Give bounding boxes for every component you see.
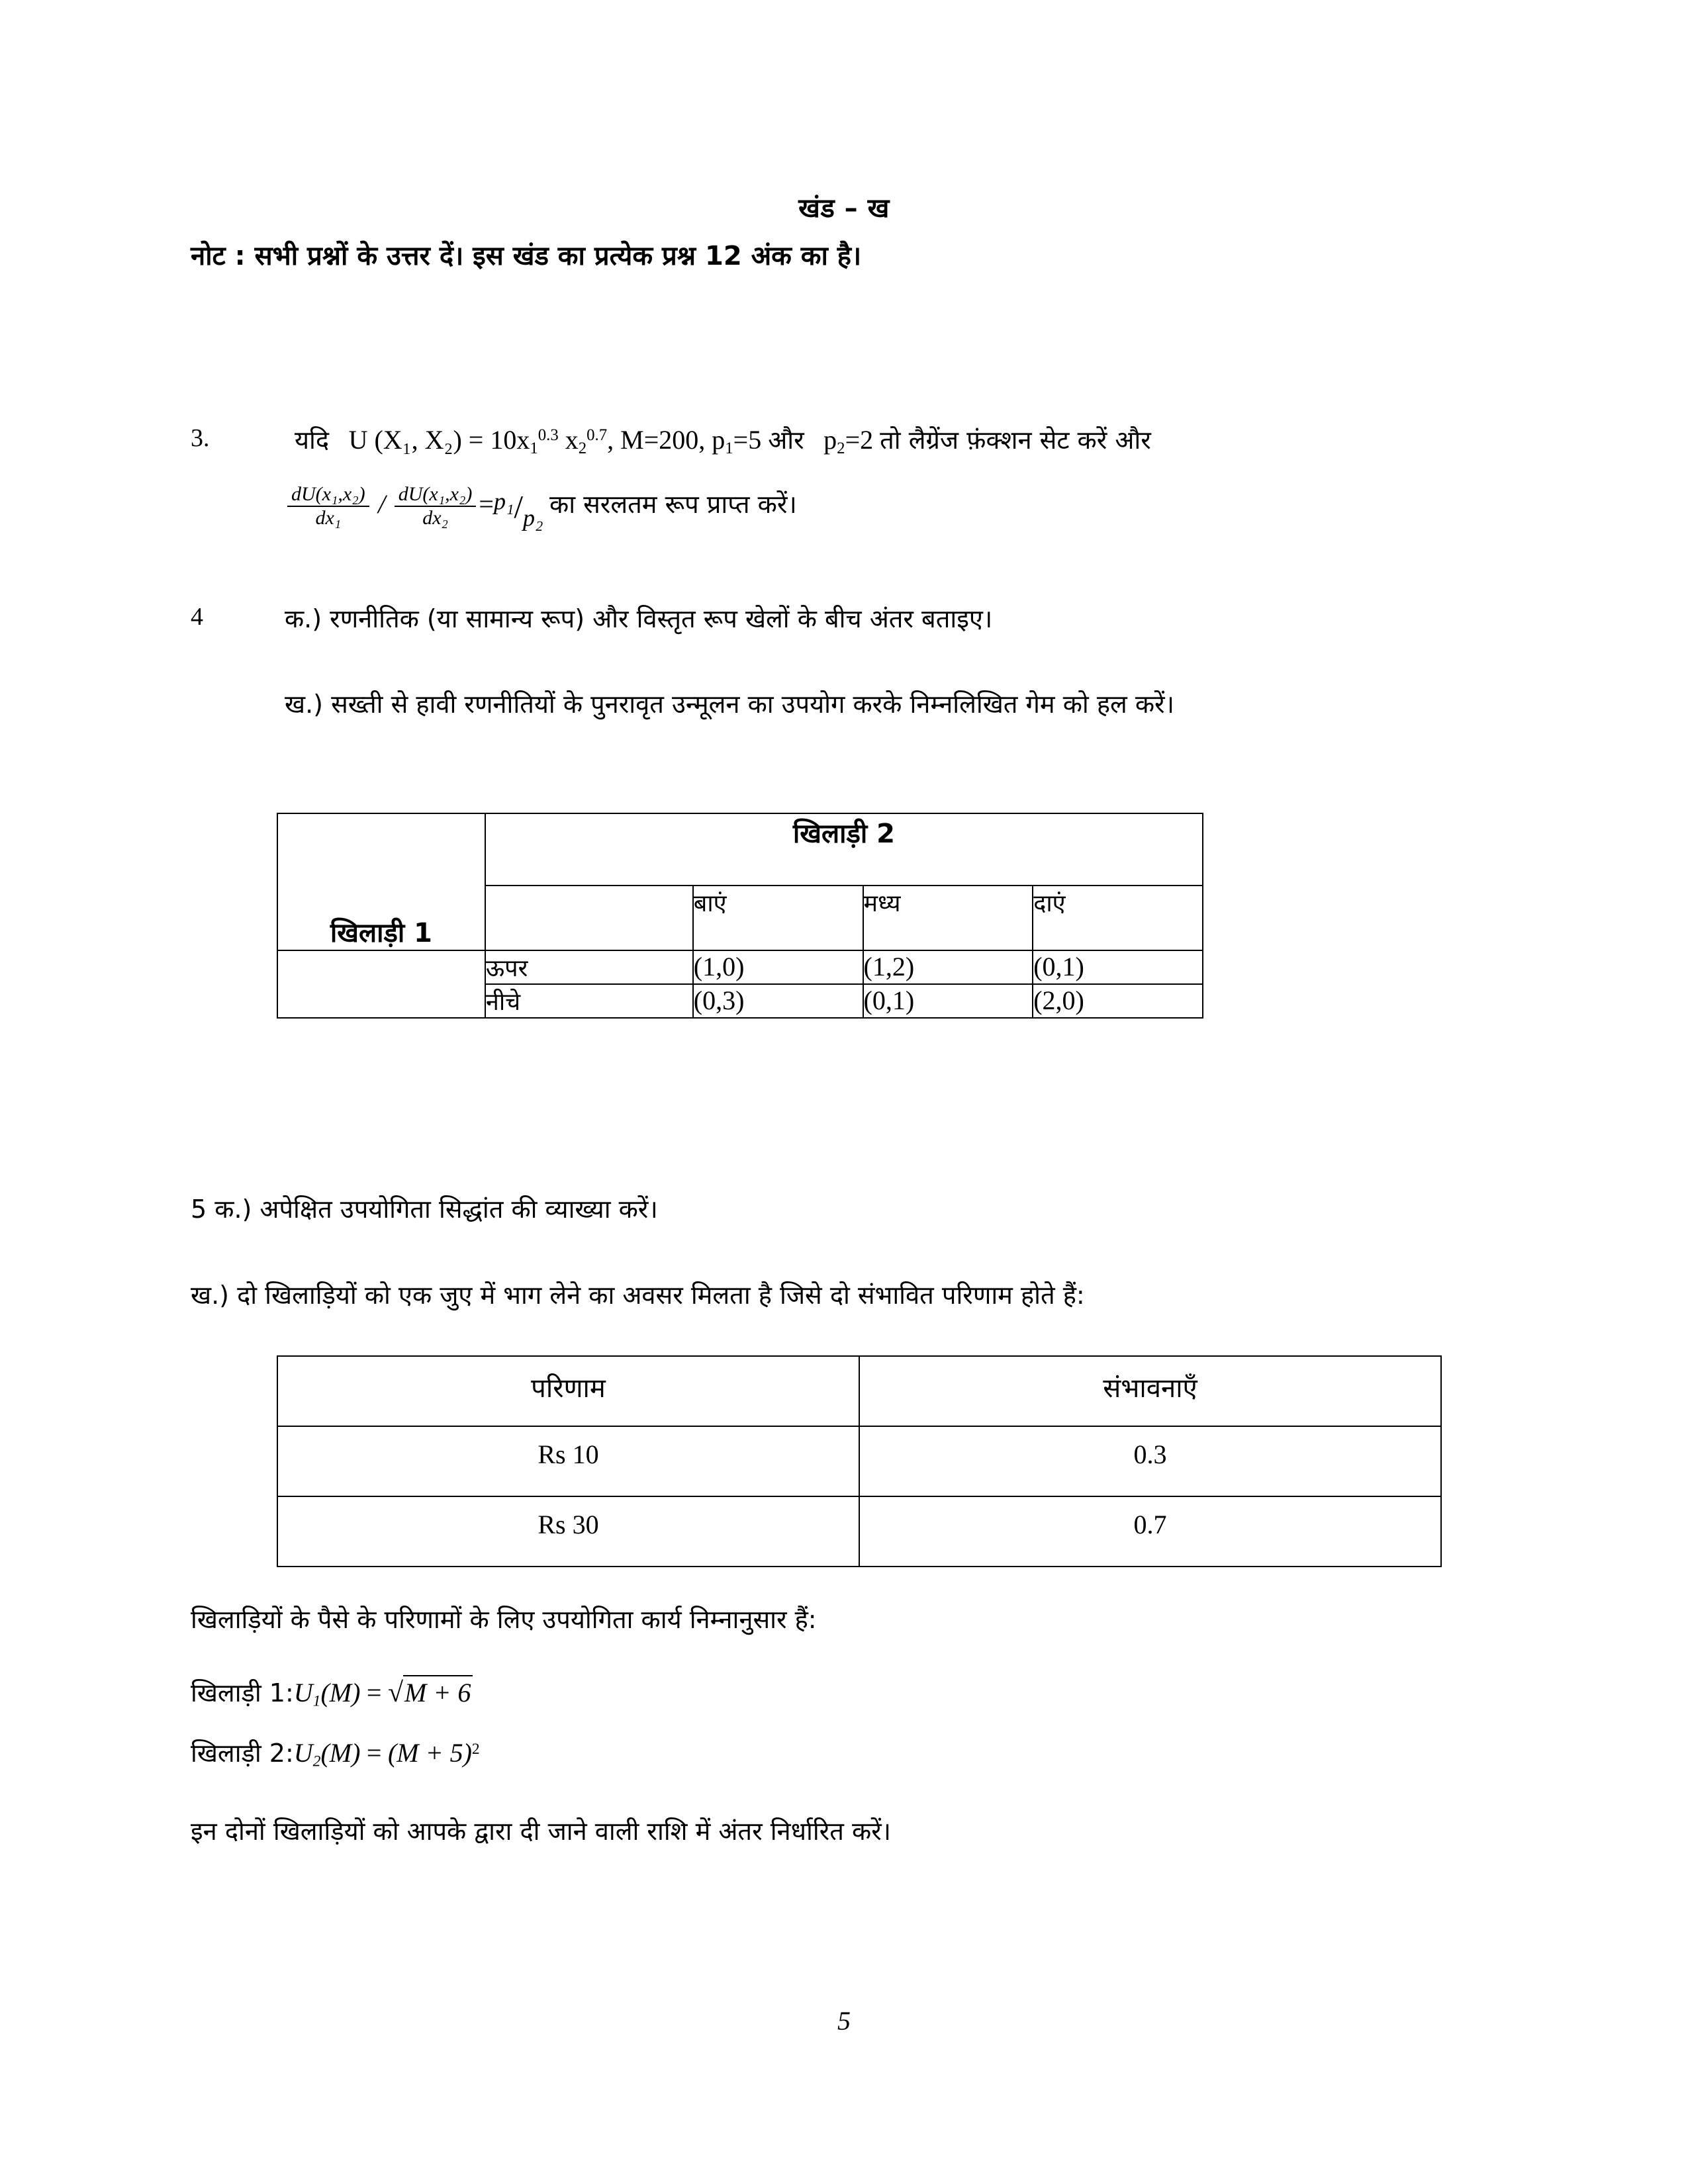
q3-p2-subscript: 2: [837, 439, 845, 457]
probability-value-1: 0.3: [859, 1426, 1441, 1496]
utility-p2-subscript: 2: [312, 1752, 321, 1770]
q3-derivative-fraction-1: [287, 483, 369, 529]
q3-fraction-divider: /: [378, 489, 386, 520]
player1-header-cell: [277, 813, 485, 950]
q3-p1-value: =5: [733, 425, 762, 455]
question-5-part-a: 5 क.) अपेक्षित उपयोगिता सिद्धांत की व्याख्या करें।: [191, 1195, 658, 1224]
question-5-part-b: ख.) दो खिलाड़ियों को एक जुए में भाग लेने का अवसर मिलता है जिसे दो संभावित परिणाम होते हैं:: [191, 1281, 1085, 1310]
q3-price-ratio-numerator: p₁: [493, 488, 514, 515]
square-root-icon: √: [387, 1678, 404, 1708]
q3-second-equals: =: [479, 489, 494, 520]
payoff-down-right: (2,0): [1033, 984, 1203, 1018]
q3-frac2-denominator: dx₂: [395, 506, 477, 529]
q3-p1-subscript: 1: [725, 439, 733, 457]
game-payoff-matrix: [277, 813, 1203, 1019]
q3-arguments: (X₁, X₂): [374, 425, 462, 455]
q3-price-ratio-slash: /: [514, 489, 523, 525]
question-3-number: 3.: [191, 424, 210, 452]
utility-p1-argument: (M): [320, 1678, 361, 1707]
utility-p1-subscript: 1: [312, 1692, 321, 1710]
q3-formula: [336, 425, 769, 455]
q3-frac1-numerator: dU(x₁,x₂): [291, 483, 365, 505]
q3-x1-subscript: 1: [530, 439, 538, 457]
question-4-part-b: ख.) सख्ती से हावी रणनीतियों के पुनरावृत उन्मूलन का उपयोग करके निम्नलिखित गेम को हल करें।: [285, 690, 1174, 719]
utility-p1-label: खिलाड़ी 1:: [191, 1678, 294, 1707]
q3-x2-subscript: 2: [578, 439, 587, 457]
probability-value-2: 0.7: [859, 1496, 1441, 1567]
payoff-up-middle: (1,2): [863, 950, 1033, 984]
utility-function-player-2: [191, 1734, 1117, 1773]
q3-x2: x: [565, 425, 579, 455]
payoff-up-right: (0,1): [1033, 950, 1203, 984]
table-row: [277, 1496, 1441, 1567]
column-header-outcome: परिणाम: [277, 1356, 859, 1426]
q3-tail-text: का सरलतम रूप प्राप्त करें।: [549, 490, 797, 520]
utility-p1-equals: =: [366, 1678, 382, 1707]
utility-p2-equals: =: [366, 1738, 382, 1768]
row-label-up: ऊपर: [485, 950, 693, 984]
utility-p1-u: U: [293, 1678, 313, 1707]
q3-instruction-tail: तो लैग्रेंज फ़ंक्शन सेट करें और: [880, 426, 1151, 455]
question-3-line-2: [285, 483, 1476, 535]
payoff-down-left: (0,3): [693, 984, 863, 1018]
q3-derivative-fraction-2: [395, 483, 477, 529]
section-heading: खंड – ख: [798, 193, 890, 224]
table-row: [277, 813, 1203, 886]
utility-p2-expression: (M + 5): [387, 1738, 472, 1768]
column-header-left: बाएं: [693, 886, 863, 950]
player2-header: खिलाड़ी 2: [485, 813, 1203, 886]
q3-price-ratio-denominator: p₂: [523, 504, 543, 531]
outcome-value-1: Rs 10: [277, 1426, 859, 1496]
utility-p1-radical: [388, 1673, 473, 1713]
q3-income: M=200,: [620, 425, 706, 455]
player1-header: खिलाड़ी 1: [330, 918, 432, 948]
table-row: [277, 1356, 1441, 1426]
outcome-value-2: Rs 30: [277, 1496, 859, 1567]
question-4-number: 4: [191, 603, 203, 631]
q3-p2-group: [810, 425, 880, 455]
q3-coefficient: 10: [490, 425, 517, 455]
utility-p1-radicand: M + 6: [403, 1675, 473, 1707]
question-3-line-1: [295, 421, 1552, 461]
q3-x1: x: [516, 425, 530, 455]
utility-functions-intro: खिलाड़ियों के पैसे के परिणामों के लिए उपयोगिता कार्य निम्नानुसार हैं:: [191, 1605, 817, 1634]
table-row: [277, 1426, 1441, 1496]
outcome-probability-table: [277, 1355, 1442, 1567]
q3-x2-exponent: 0.7: [586, 426, 608, 445]
payoff-down-middle: (0,1): [863, 984, 1033, 1018]
q3-frac2-numerator: dU(x₁,x₂): [398, 483, 473, 505]
column-header-middle: मध्य: [863, 886, 1033, 950]
q3-u-symbol: U: [348, 425, 368, 455]
q3-frac1-denominator: dx₁: [287, 506, 369, 529]
strategy-label-column-header: [485, 886, 693, 950]
player1-empty-spacer: [277, 950, 485, 1018]
q3-comma: ,: [607, 425, 614, 455]
utility-p2-label: खिलाड़ी 2:: [191, 1739, 294, 1768]
page-number: 5: [837, 2006, 851, 2036]
q3-p2-value: =2: [845, 425, 874, 455]
q3-p2: p: [823, 425, 837, 455]
column-header-right: दाएं: [1033, 886, 1203, 950]
q3-price-ratio: [494, 484, 543, 535]
question-4-part-a: क.) रणनीतिक (या सामान्य रूप) और विस्तृत रूप खेलों के बीच अंतर बताइए।: [285, 604, 993, 633]
closing-instruction: इन दोनों खिलाड़ियों को आपके द्वारा दी जाने वाली राशि में अंतर निर्धारित करें।: [191, 1817, 892, 1846]
instructions-note: नोट : सभी प्रश्नों के उत्तर दें। इस खंड का प्रत्येक प्रश्न 12 अंक का है।: [191, 241, 862, 271]
q3-conjunction: और: [768, 426, 804, 455]
q3-x1-exponent: 0.3: [538, 426, 559, 445]
q3-p1: p: [712, 425, 726, 455]
utility-p2-exponent: 2: [471, 1740, 480, 1758]
utility-p2-u: U: [293, 1738, 313, 1768]
q3-prefix: यदि: [295, 426, 330, 455]
payoff-up-left: (1,0): [693, 950, 863, 984]
utility-function-player-1: [191, 1673, 1117, 1713]
column-header-probability: संभावनाएँ: [859, 1356, 1441, 1426]
row-label-down: नीचे: [485, 984, 693, 1018]
utility-p2-argument: (M): [320, 1738, 361, 1768]
q3-equals: =: [468, 425, 484, 455]
table-row: [277, 950, 1203, 984]
